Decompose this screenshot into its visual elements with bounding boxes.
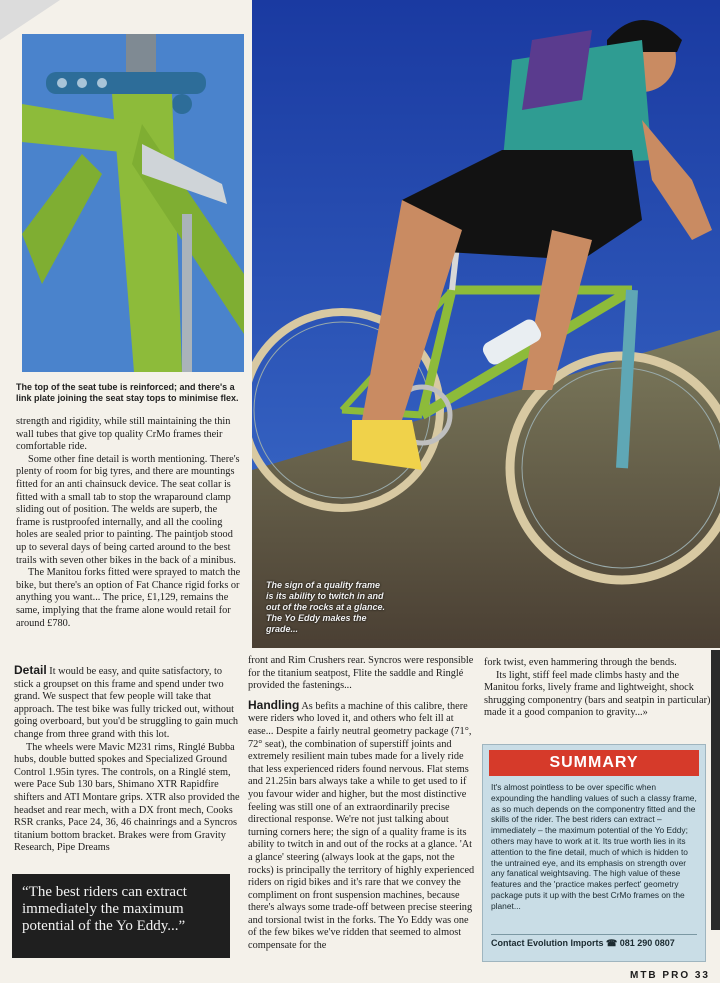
body-paragraph: Its light, stiff feel made climbs hasty and the Manitou forks, lively frame and lightweight, shock shrugging componentry (bars and seatpin in particular) made it a good companion to gravity...»: [484, 669, 711, 719]
rider-photo-caption: The sign of a quality frame is its ability to twitch in and out of the rocks at a glance. The Yo Eddy makes the grade...: [266, 580, 386, 634]
body-paragraph: It would be easy, and quite satisfactory, to stick a groupset on this frame and spend under two grand. We suspect that few people will take that approach. The test bike was fully tricked out, without going overboard, but you'd be struggling to gain much change from three grand with this lot.: [14, 666, 239, 740]
summary-title: SUMMARY: [489, 750, 699, 776]
body-paragraph: strength and rigidity, while still maintaining the thin wall tubes that give top quality CrMo frames their comfortable ride.: [16, 416, 231, 453]
rider-photo: [252, 0, 720, 648]
page-folio: MTB PRO 33: [629, 970, 710, 981]
body-paragraph: fork twist, even hammering through the bends.: [484, 657, 677, 668]
seat-tube-caption: The top of the seat tube is reinforced; and there's a link plate joining the seat stay tops to minimise flex.: [16, 382, 239, 403]
column-3: [484, 657, 714, 720]
body-paragraph: Some other fine detail is worth mentioning. There's plenty of room for big tyres, and there are mountings fitted for an anti chainsuck device. The seat collar is fitted with a small tab to stop the wraparound clamp sliding out of position. The welds are superb, the frame is rustproofed internally, and all the cooling holes are sealed prior to painting. The paintjob stood up to several days of being carted around to the best trails with seven other bikes in the back of a minibus.: [16, 453, 240, 566]
column-2: [248, 655, 476, 953]
column-1-top: [16, 416, 242, 630]
pull-quote: “The best riders can extract immediately the maximum potential of the Yo Eddy...”: [12, 874, 230, 958]
handling-heading: Handling: [248, 697, 300, 712]
body-paragraph: As befits a machine of this calibre, there were riders who loved it, and others who felt ill at ease... Despite a fairly neutral geometry package (71°, 72° seat), the combination of superstiff joints and extremely resilient main tubes made for a lively ride that less experienced riders found nervous. Flat stems and 21.25in bars always take a while to get used to if you favour wider and higher, but the most distinctive feeling was still one of an extraordinarily precise directional response. We're not just talking about turning corners here; the sign of a quality frame is its ability to twitch in and out of the rocks at a glance. 'At a glance' steering (always look at the gaps, not the rocks) is principally the territory of highly experienced riders on rigid bikes and it's rare that we convey the compliment on front suspension machines, because there's always some trade-off between precise steering and torsional twist in the forks. The Yo Eddy was one of the few bikes we've ridden that seemed to almost compensate for the: [248, 700, 475, 952]
side-strip: [711, 650, 720, 930]
detail-heading: Detail: [14, 663, 47, 677]
body-paragraph: The Manitou forks fitted were sprayed to match the bike, but there's an option of Fat Chance rigid forks or anything you want... The price, £1,129, remains the same, implying that the frame alone would retail for around £780.: [16, 567, 241, 629]
body-paragraph: The wheels were Mavic M231 rims, Ringlé Bubba hubs, double butted spokes and Specialized Ground Control 1.95in tyres. The controls, on a Ringlé stem, were Pace Sub 130 bars, Shimano XTR Rapidfire shifters and ATI Montare grips. XTR also provided the headset and rear mech, with a DX front mech, Cooks RSR cranks, Pace 24, 36, 46 chainrings and a Syncros titanium bottom bracket. Brakes were from Gravity Research, Pipe Dreams: [14, 741, 240, 854]
body-paragraph: front and Rim Crushers rear. Syncros were responsible for the titanium seatpost, Flite the saddle and Ringlé provided the fastenings...: [248, 655, 474, 692]
seat-tube-photo: [22, 34, 244, 372]
summary-box: [482, 744, 706, 962]
column-1-detail: [14, 664, 244, 855]
summary-contact: Contact Evolution Imports ☎ 081 290 0807: [491, 934, 697, 949]
summary-text: It's almost pointless to be over specific when expounding the handling values of such a classy frame, as so much depends on the componentry fitted and the skills of the rider. The best riders can extract – immediately – the maximum potential of the Yo Eddy; others may have to work at it. Its true worth lies in its attention to the fine detail, much of which is hidden to the untrained eye, and its emphasis on strength over any fanatical weightsaving. The high value of these features and the 'practice makes perfect' geometry package puts it up with the best CrMo frames on the planet...: [491, 782, 697, 911]
